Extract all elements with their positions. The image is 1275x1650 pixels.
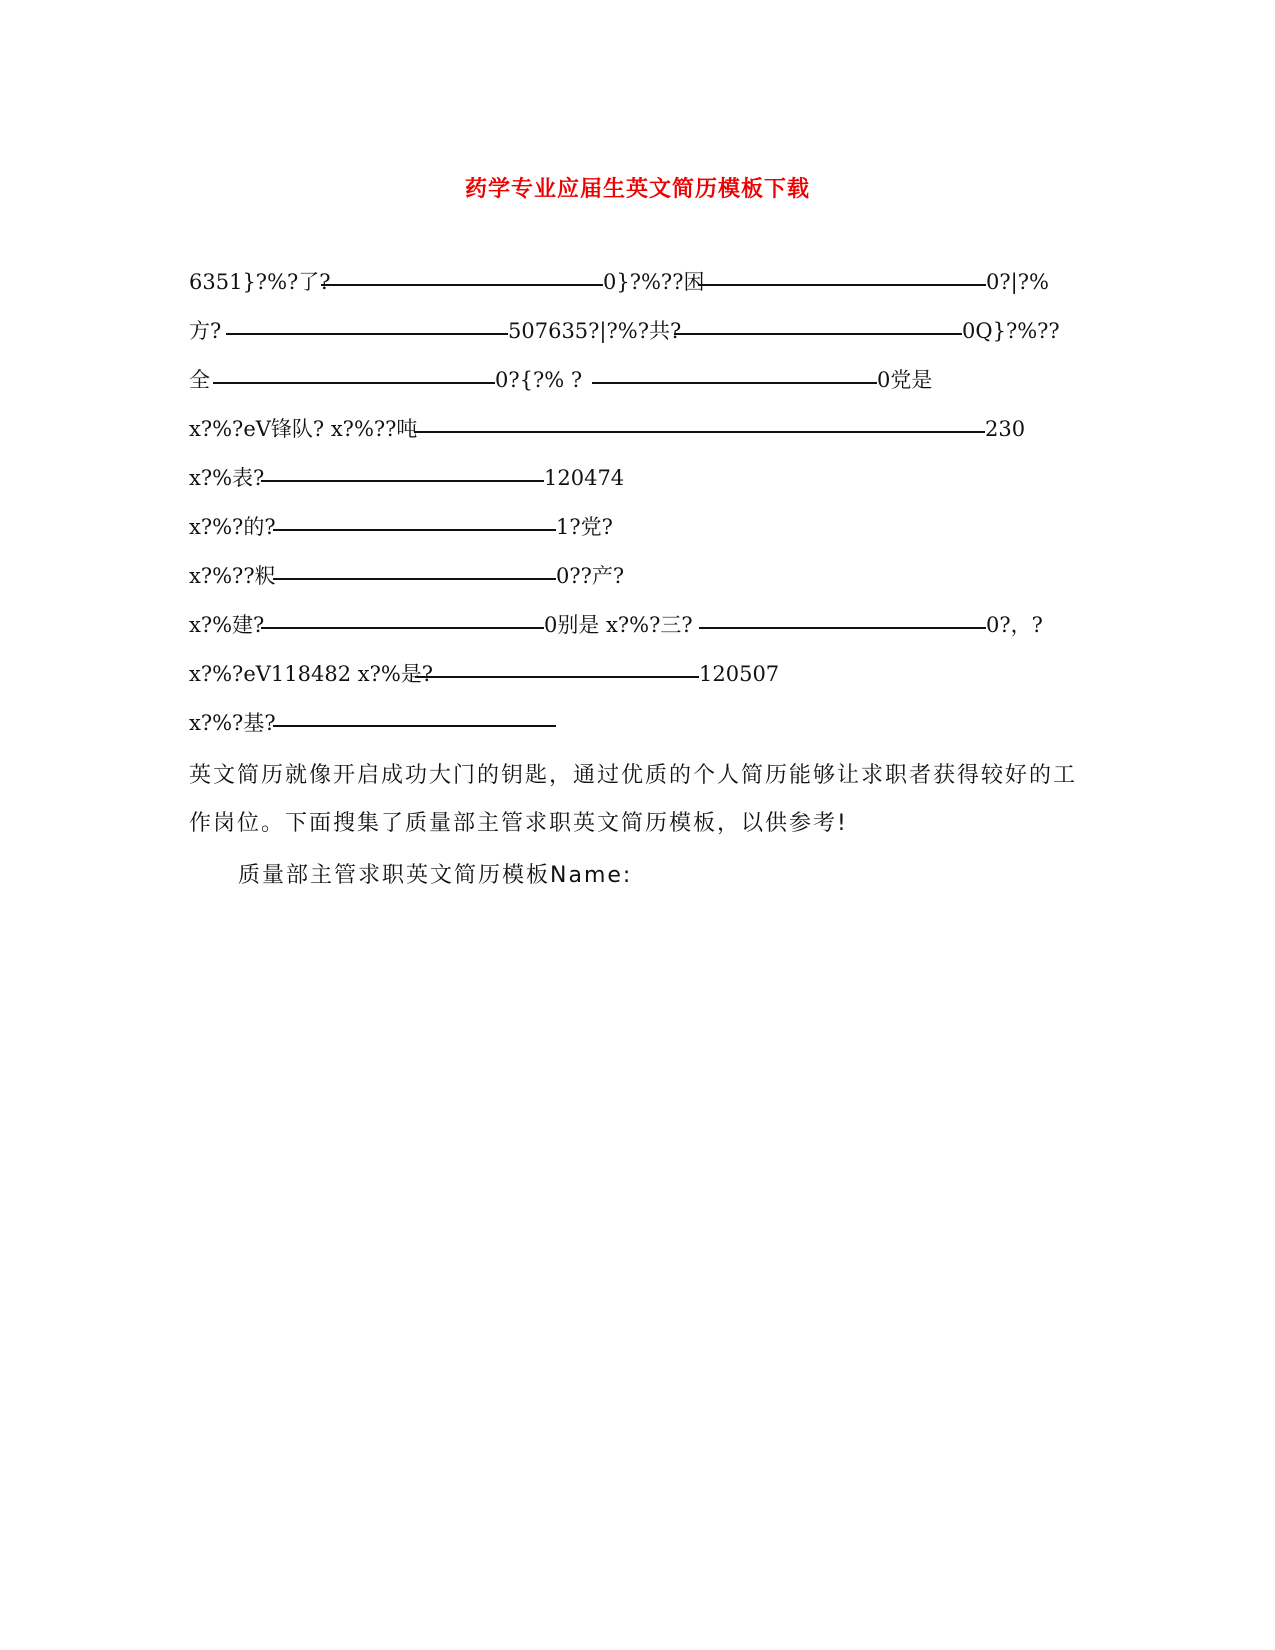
blank-rule (592, 382, 877, 384)
field-label: x?%建? (189, 613, 265, 637)
blank-rule (674, 333, 962, 335)
blank-rule (261, 627, 544, 629)
blank-rule (699, 627, 986, 629)
field-label: x?%?eV锋队? x?%??吨 (189, 417, 418, 441)
form-line-2 (189, 318, 1089, 367)
field-label: 1?党? (556, 515, 613, 539)
blank-rule (414, 431, 985, 433)
field-label: 6351}?%?了? (189, 270, 331, 294)
form-line-4 (189, 416, 1089, 465)
form-line-3 (189, 367, 1089, 416)
field-label: 230 (985, 417, 1026, 441)
field-label: 全 (189, 368, 210, 392)
field-label: 0}?%??困 (603, 270, 705, 294)
form-fields (189, 269, 1089, 759)
blank-rule (415, 676, 699, 678)
field-label: 0党是 (877, 368, 933, 392)
field-label: 507635?|?%?共? (508, 319, 682, 343)
form-line-5 (189, 465, 1089, 514)
field-label: 0?，? (986, 613, 1043, 637)
form-line-1 (189, 269, 1089, 318)
field-label: x?%表? (189, 466, 265, 490)
form-line-8 (189, 612, 1089, 661)
field-label: x?%?的? (189, 515, 276, 539)
blank-rule (261, 480, 544, 482)
field-label: 0??产? (556, 564, 625, 588)
field-label: 0Q}?%?? (962, 319, 1060, 343)
blank-rule (698, 284, 986, 286)
resume-heading-line: 质量部主管求职英文简历模板Name: (238, 863, 633, 888)
form-line-9 (189, 661, 1089, 710)
blank-rule (226, 333, 508, 335)
blank-rule (321, 284, 603, 286)
field-label: x?%?eV118482 x?%是? (189, 662, 434, 686)
document-title: 药学专业应届生英文简历模板下载 (464, 177, 810, 202)
field-label: 方? (189, 319, 222, 343)
field-label: 120507 (699, 662, 780, 686)
field-label: 0别是 x?%?三? (544, 613, 693, 637)
blank-rule (273, 578, 556, 580)
form-line-6 (189, 514, 1089, 563)
blank-rule (213, 382, 495, 384)
intro-paragraph: 英文简历就像开启成功大门的钥匙，通过优质的个人简历能够让求职者获得较好的工作岗位。下面搜集了质量部主管求职英文简历模板，以供参考! (189, 763, 1078, 836)
form-line-7 (189, 563, 1089, 612)
field-label: 0?{?% ? (495, 368, 583, 392)
field-label: x?%??粎 (189, 564, 276, 588)
field-label: x?%?基? (189, 711, 276, 735)
field-label: 0?|?% (986, 270, 1049, 294)
blank-rule (273, 725, 556, 727)
blank-rule (273, 529, 556, 531)
field-label: 120474 (544, 466, 625, 490)
